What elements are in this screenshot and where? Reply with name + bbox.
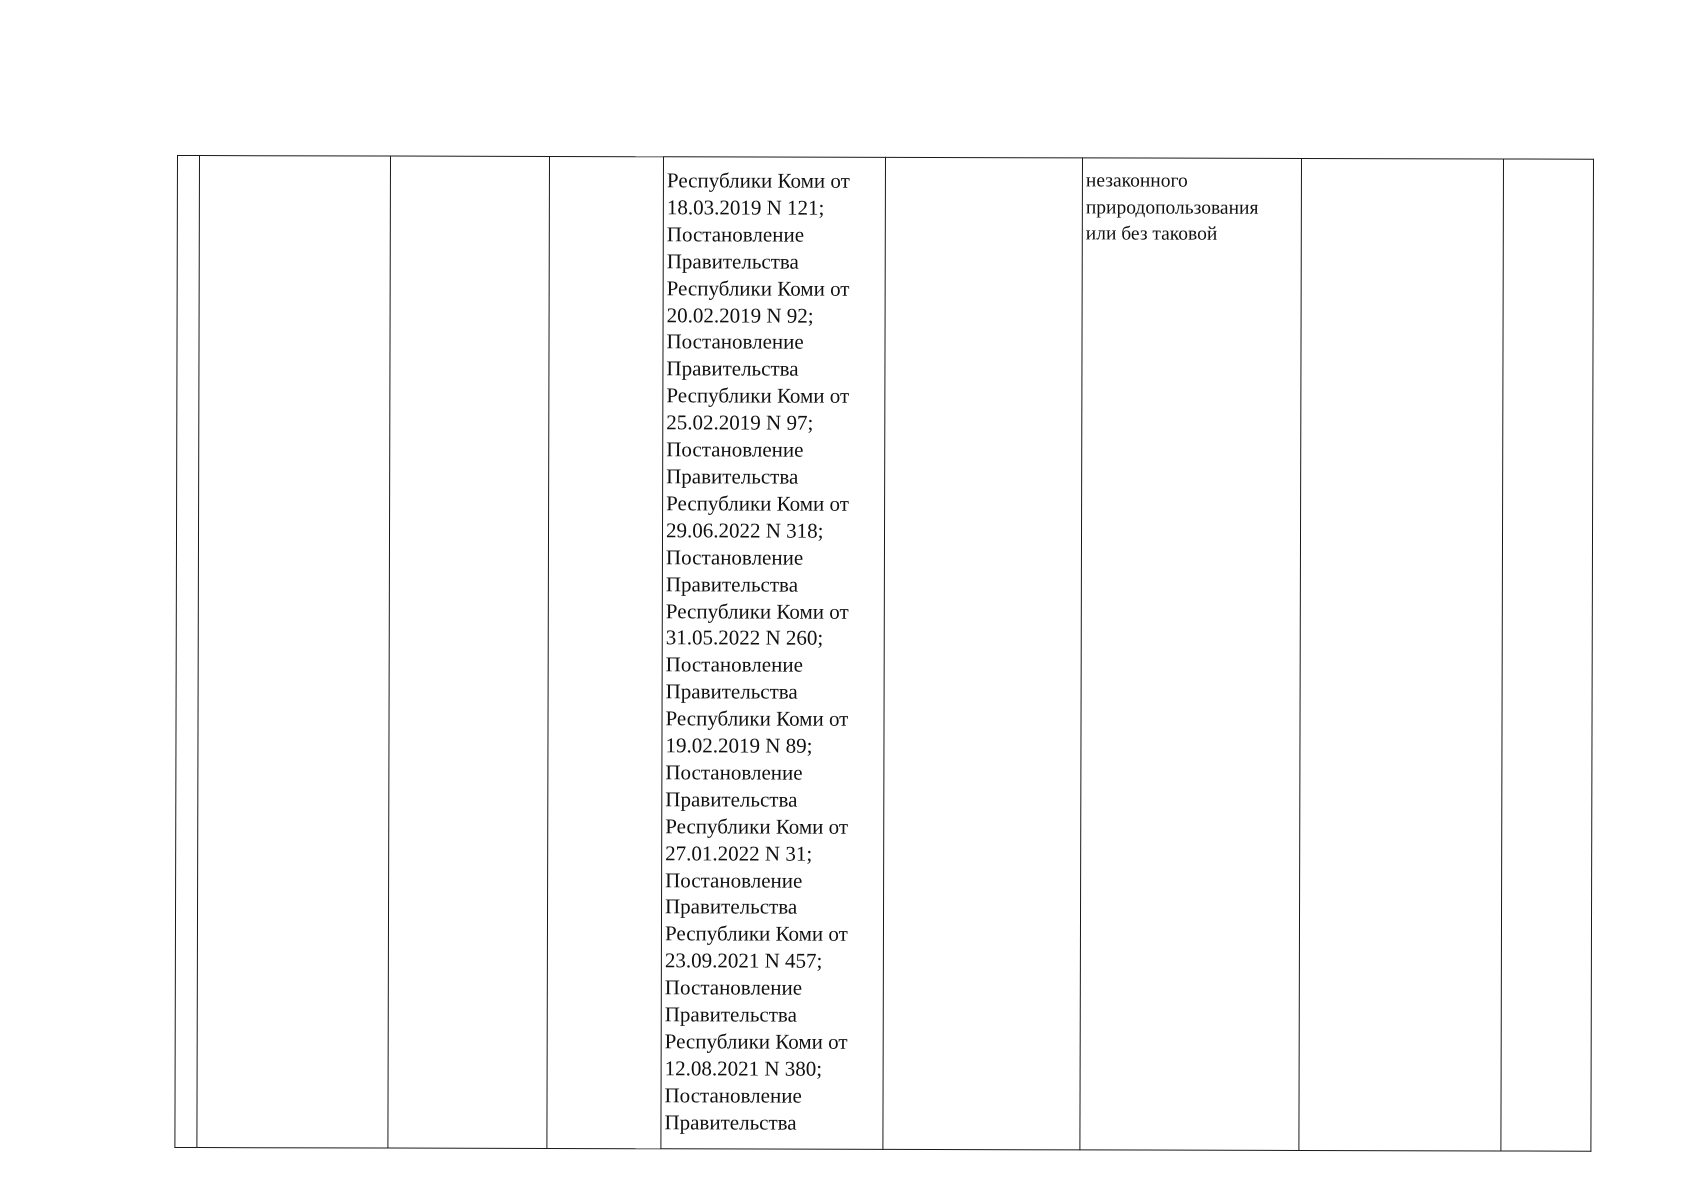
text-line: 31.05.2022 N 260; xyxy=(665,625,824,651)
table-cell-col-3 xyxy=(388,156,550,1148)
text-line: 19.02.2019 N 89; xyxy=(665,733,813,758)
text-line: Постановление xyxy=(665,867,803,893)
text-line: 27.01.2022 N 31; xyxy=(665,840,813,866)
text-line: Постановление xyxy=(665,544,804,570)
text-line: Республики Коми от xyxy=(665,598,849,624)
violation-description xyxy=(1083,158,1301,248)
table-cell-col-1 xyxy=(175,156,200,1148)
text-line: 29.06.2022 N 318; xyxy=(665,518,824,543)
text-line: Постановление xyxy=(664,975,803,1000)
text-line: Республики Коми от xyxy=(665,814,849,839)
text-line: Правительства xyxy=(665,571,799,597)
text-line: Постановление xyxy=(665,760,803,785)
text-line: Постановление xyxy=(665,652,803,677)
text-line: Республики Коми от xyxy=(664,921,848,947)
text-line: Республики Коми от xyxy=(666,491,849,516)
text-line: Республики Коми от xyxy=(666,383,850,409)
table-row xyxy=(175,156,1594,1152)
text-line: незаконного xyxy=(1085,170,1188,192)
text-line: Постановление xyxy=(664,1083,802,1108)
table-cell-col-4 xyxy=(547,156,664,1148)
text-line: 20.02.2019 N 92; xyxy=(666,302,814,328)
text-line: Постановление xyxy=(666,329,804,355)
text-line: природопользования xyxy=(1085,196,1259,219)
table-cell-col-6 xyxy=(883,157,1083,1150)
text-line: Республики Коми от xyxy=(664,1029,848,1054)
text-line: Правительства xyxy=(666,356,799,381)
text-line: Республики Коми от xyxy=(666,168,850,193)
text-line: Правительства xyxy=(666,464,799,489)
text-line: Правительства xyxy=(666,249,799,274)
text-line: 23.09.2021 N 457; xyxy=(664,948,823,973)
document-table xyxy=(174,155,1594,1152)
legal-acts-list xyxy=(661,157,885,1136)
table-cell-col-2 xyxy=(197,156,391,1148)
text-line: 12.08.2021 N 380; xyxy=(664,1056,823,1081)
text-line: Правительства xyxy=(665,894,798,920)
table-cell-col-7 xyxy=(1080,158,1302,1151)
table-cell-col-8 xyxy=(1299,158,1504,1151)
text-line: Правительства xyxy=(664,1002,797,1027)
text-line: Правительства xyxy=(665,787,798,812)
text-line: или без таковой xyxy=(1085,223,1218,245)
text-line: 18.03.2019 N 121; xyxy=(666,195,825,220)
text-line: Республики Коми от xyxy=(665,706,849,731)
text-line: Постановление xyxy=(666,222,805,247)
text-line: Правительства xyxy=(664,1109,797,1135)
table-cell-col-9 xyxy=(1501,159,1594,1151)
text-line: Республики Коми от xyxy=(666,275,850,301)
table-cell-col-5 xyxy=(661,157,886,1150)
text-line: Правительства xyxy=(665,679,798,704)
text-line: Постановление xyxy=(666,437,804,462)
text-line: 25.02.2019 N 97; xyxy=(666,410,814,435)
